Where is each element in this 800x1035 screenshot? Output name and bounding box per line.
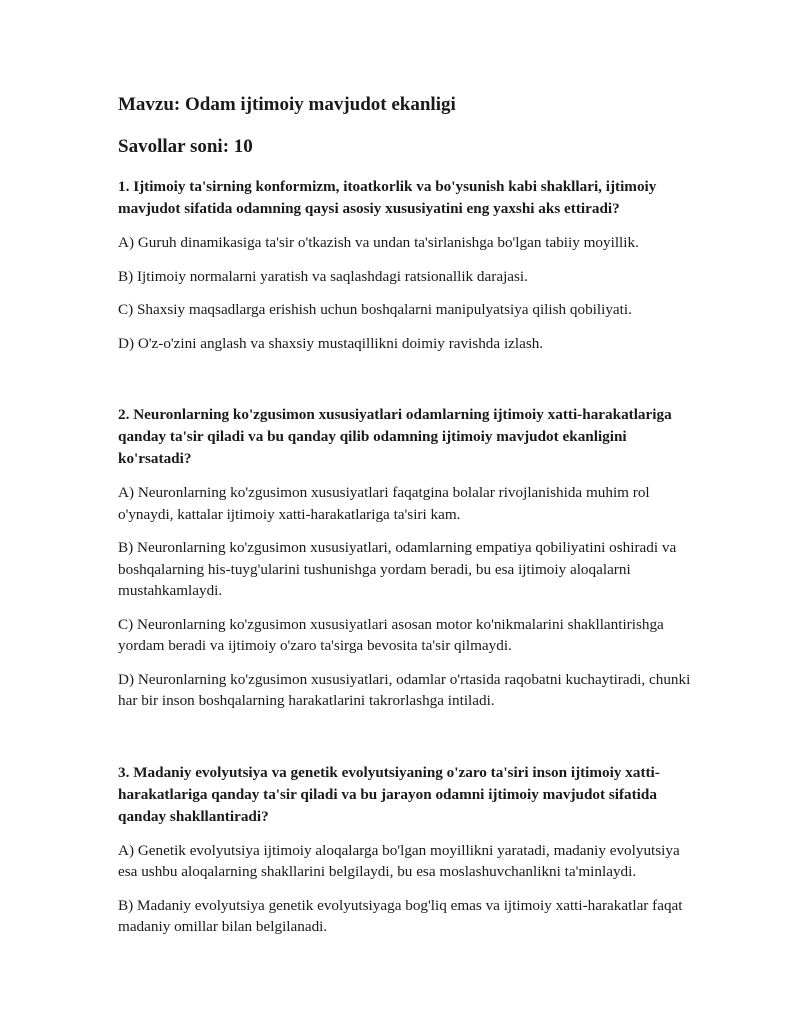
option-c: C) Shaxsiy maqsadlarga erishish uchun boshqalarni manipulyatsiya qilish qobiliyati. (118, 301, 632, 318)
document-page (118, 92, 693, 938)
option-a: A) Neuronlarning ko'zgusimon xususiyatlari faqatgina bolalar rivojlanishida muhim rol o'ynaydi, kattalar ijtimoiy xatti-harakatlariga ta'siri kam. (118, 484, 650, 523)
option-b: B) Neuronlarning ko'zgusimon xususiyatlari, odamlarning empatiya qobiliyatini oshiradi va boshqalarning his-tuyg'ularini tushunishga yordam beradi, bu esa ijtimoiy aloqalarni mustahkamlaydi. (118, 539, 677, 599)
option-d: D) O'z-o'zini anglash va shaxsiy mustaqillikni doimiy ravishda izlash. (118, 334, 544, 352)
question-3 (118, 762, 693, 938)
option-b: B) Ijtimoiy normalarni yaratish va saqlashdagi ratsionallik darajasi. (118, 267, 528, 285)
option-d: D) Neuronlarning ko'zgusimon xususiyatlari, odamlar o'rtasida raqobatni kuchaytiradi, chunki har bir inson boshqalarning harakatlarini takrorlashga intiladi. (118, 670, 691, 709)
document-title: Mavzu: Odam ijtimoiy mavjudot ekanligi (118, 94, 456, 115)
option-a: A) Guruh dinamikasiga ta'sir o'tkazish va undan ta'sirlanishga bo'lgan tabiiy moyillik. (118, 234, 639, 251)
question-count: Savollar soni: 10 (118, 136, 253, 157)
option-b: B) Madaniy evolyutsiya genetik evolyutsiyaga bog'liq emas va ijtimoiy xatti-harakatlar faqat madaniy omillar bilan belgilanadi. (118, 896, 683, 935)
question-2 (118, 404, 693, 712)
question-text: 1. Ijtimoiy ta'sirning konformizm, itoatkorlik va bo'ysunish kabi shakllari, ijtimoiy mavjudot sifatida odamning qaysi asosiy xususiyatini eng yaxshi aks ettiradi? (118, 178, 657, 217)
question-text: 3. Madaniy evolyutsiya va genetik evolyutsiyaning o'zaro ta'siri inson ijtimoiy xatti-harakatlariga qanday ta'sir qiladi va bu jarayon odamni ijtimoiy mavjudot sifatida qanday shakllantiradi? (118, 763, 660, 825)
question-1 (118, 176, 693, 354)
question-text: 2. Neuronlarning ko'zgusimon xususiyatlari odamlarning ijtimoiy xatti-harakatlariga qanday ta'sir qiladi va bu qanday qilib odamning ijtimoiy mavjudot ekanligini ko'rsatadi? (118, 406, 672, 467)
option-a: A) Genetik evolyutsiya ijtimoiy aloqalarga bo'lgan moyillikni yaratadi, madaniy evolyutsiya esa ushbu aloqalarning shakllarini belgilaydi, bu esa moslashuvchanlikni ta'minlaydi. (118, 841, 680, 880)
option-c: C) Neuronlarning ko'zgusimon xususiyatlari asosan motor ko'nikmalarini shakllantirishga yordam beradi va ijtimoiy o'zaro ta'sirga bevosita ta'sir qilmaydi. (118, 615, 664, 654)
